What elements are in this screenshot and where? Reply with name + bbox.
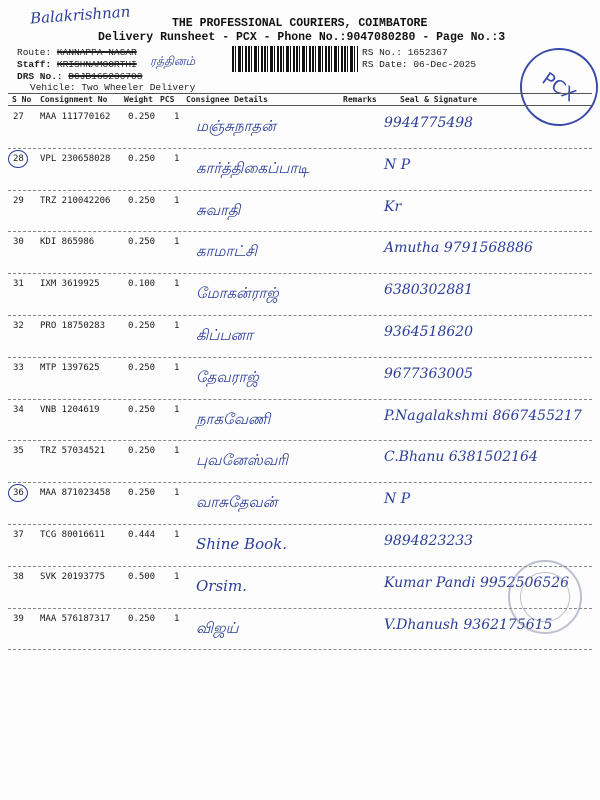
row-pcs: 1 — [174, 195, 180, 206]
col-remarks: Remarks — [343, 95, 377, 104]
staff-value: KRISHNAMOORTHI — [56, 59, 137, 70]
row-pcs: 1 — [174, 488, 180, 499]
table-row — [0, 525, 600, 567]
row-weight: 0.250 — [128, 195, 156, 206]
row-weight: 0.250 — [128, 613, 156, 624]
rs-no-value: 1652367 — [407, 47, 448, 58]
row-sno: 39 — [13, 613, 24, 624]
row-separator — [8, 649, 592, 650]
staff-line — [17, 59, 137, 70]
row-consignee-handwritten: சுவாதி — [196, 200, 241, 219]
table-row — [0, 483, 600, 525]
col-pcs: PCS — [160, 95, 175, 104]
table-row — [0, 609, 600, 651]
row-weight: 0.250 — [128, 321, 156, 331]
rs-date-line — [362, 59, 476, 70]
table-row — [0, 191, 600, 233]
row-pcs: 1 — [174, 279, 180, 290]
office-seal — [508, 560, 582, 634]
row-consignee-handwritten: தேவராஜ் — [196, 367, 259, 386]
row-consignee-handwritten: விஜய் — [196, 618, 239, 637]
row-consignee-handwritten: Orsim. — [196, 576, 247, 595]
row-sno: 31 — [13, 279, 24, 290]
row-pcs: 1 — [174, 362, 180, 373]
table-row — [0, 149, 600, 191]
row-signature-handwritten: C.Bhanu 6381502164 — [384, 449, 538, 466]
route-value: KANNAPPA NAGAR — [56, 47, 137, 58]
drs-label: DRS No.: — [17, 71, 63, 82]
row-signature-handwritten: N P — [384, 491, 411, 508]
col-seal-signature: Seal & Signature — [400, 95, 478, 104]
row-signature-handwritten: 9364518620 — [384, 324, 474, 340]
row-consignment-no: TRZ 210042206 — [40, 195, 111, 206]
row-consignee-handwritten: புவனேஸ்வரி — [196, 451, 288, 470]
row-signature-handwritten: 9677363005 — [384, 365, 474, 382]
row-signature-handwritten: 6380302881 — [384, 282, 474, 299]
row-signature-handwritten: N P — [384, 156, 411, 173]
row-weight: 0.444 — [128, 530, 156, 540]
row-sno: 36 — [13, 488, 24, 499]
row-consignment-no: MAA 111770162 — [40, 112, 111, 122]
row-sno: 38 — [13, 571, 24, 582]
row-signature-handwritten: Kr — [384, 198, 402, 215]
handwritten-top-note: Balakrishnan — [29, 2, 131, 28]
row-pcs: 1 — [174, 237, 180, 248]
row-weight: 0.500 — [128, 571, 156, 582]
row-pcs: 1 — [174, 446, 180, 457]
row-signature-handwritten: 9894823233 — [384, 533, 474, 549]
route-line — [17, 47, 137, 58]
staff-label: Staff: — [17, 59, 52, 70]
pcx-stamp-text: PCX — [538, 68, 580, 106]
rs-no-label: RS No.: — [362, 47, 402, 58]
drs-line — [17, 71, 142, 82]
row-weight: 0.250 — [128, 112, 156, 122]
row-sno: 34 — [13, 404, 24, 415]
table-row — [0, 316, 600, 358]
row-consignee-handwritten: கிப்பனா — [196, 326, 253, 344]
table-row — [0, 441, 600, 483]
row-consignee-handwritten: Shine Book. — [196, 535, 287, 553]
row-signature-handwritten: P.Nagalakshmi 8667455217 — [384, 407, 582, 424]
row-pcs: 1 — [174, 112, 180, 122]
row-consignment-no: MAA 871023458 — [40, 488, 111, 499]
row-pcs: 1 — [174, 321, 180, 331]
company-title: THE PROFESSIONAL COURIERS, COIMBATORE — [172, 17, 428, 30]
route-label: Route: — [17, 47, 52, 58]
row-pcs: 1 — [174, 530, 180, 540]
vehicle-value: Two Wheeler Delivery — [81, 82, 196, 93]
row-signature-handwritten: 9944775498 — [384, 115, 474, 131]
row-sno: 32 — [13, 321, 24, 331]
row-consignment-no: TCG 80016611 — [40, 530, 106, 540]
row-consignee-handwritten: வாசுதேவன் — [196, 493, 278, 512]
row-consignment-no: MAA 576187317 — [40, 613, 111, 624]
sno-circle-mark — [8, 484, 28, 502]
row-consignment-no: TRZ 57034521 — [40, 446, 106, 457]
row-consignee-handwritten: கார்த்திகைப்பாடி — [196, 158, 310, 177]
header-bottom-rule — [8, 105, 592, 106]
rs-date-label: RS Date: — [362, 59, 408, 70]
row-weight: 0.100 — [128, 279, 156, 290]
col-sno: S No — [12, 95, 32, 104]
row-sno: 28 — [13, 153, 24, 164]
row-sno: 27 — [13, 112, 24, 122]
row-sno: 33 — [13, 362, 24, 373]
rs-no-line — [362, 47, 448, 58]
table-row — [0, 232, 600, 274]
row-weight: 0.250 — [128, 153, 156, 164]
row-weight: 0.250 — [128, 404, 156, 415]
vehicle-label: Vehicle: — [30, 82, 76, 93]
row-weight: 0.250 — [128, 362, 156, 373]
row-pcs: 1 — [174, 571, 180, 582]
barcode — [232, 46, 358, 72]
col-consignment: Consignment No — [40, 95, 108, 104]
table-row — [0, 274, 600, 316]
drs-value: DCJB165236703 — [68, 71, 143, 82]
row-signature-handwritten: Amutha 9791568886 — [384, 240, 533, 257]
row-pcs: 1 — [174, 613, 180, 624]
col-consignee: Consignee Details — [186, 95, 268, 104]
row-signature-handwritten: Kumar Pandi 9952506526 — [384, 574, 570, 591]
rs-date-value: 06-Dec-2025 — [413, 59, 477, 70]
row-sno: 37 — [13, 530, 24, 540]
row-consignment-no: MTP 1397625 — [40, 362, 100, 373]
runsheet-subtitle: Delivery Runsheet - PCX - Phone No.:9047080280 - Page No.:3 — [98, 31, 506, 44]
staff-handwritten-name: ரத்தினம் — [150, 54, 196, 68]
row-weight: 0.250 — [128, 446, 156, 457]
col-weight: Weight — [124, 95, 153, 104]
row-sno: 30 — [13, 237, 24, 248]
row-pcs: 1 — [174, 153, 180, 164]
header-rule — [8, 93, 592, 94]
row-consignment-no: PRO 18750283 — [40, 321, 106, 331]
row-consignee-handwritten: மஞ்சுநாதன் — [196, 117, 276, 135]
sno-circle-mark — [8, 150, 28, 168]
row-sno: 29 — [13, 195, 24, 206]
table-row — [0, 107, 600, 149]
row-consignment-no: VNB 1204619 — [40, 404, 100, 415]
row-consignment-no: VPL 230658028 — [40, 153, 111, 164]
table-row — [0, 358, 600, 400]
row-sno: 35 — [13, 446, 24, 457]
row-signature-handwritten: V.Dhanush 9362175615 — [384, 616, 553, 633]
row-weight: 0.250 — [128, 488, 156, 499]
row-weight: 0.250 — [128, 237, 156, 248]
row-consignee-handwritten: மோகன்ராஜ் — [196, 284, 279, 303]
vehicle-line — [30, 82, 195, 93]
row-consignment-no: SVK 20193775 — [40, 571, 106, 582]
row-consignment-no: IXM 3619925 — [40, 279, 100, 290]
row-consignee-handwritten: காமாட்சி — [196, 242, 258, 261]
row-pcs: 1 — [174, 404, 180, 415]
row-consignee-handwritten: நாகவேணி — [196, 409, 271, 428]
row-consignment-no: KDI 865986 — [40, 237, 95, 248]
table-row — [0, 400, 600, 442]
